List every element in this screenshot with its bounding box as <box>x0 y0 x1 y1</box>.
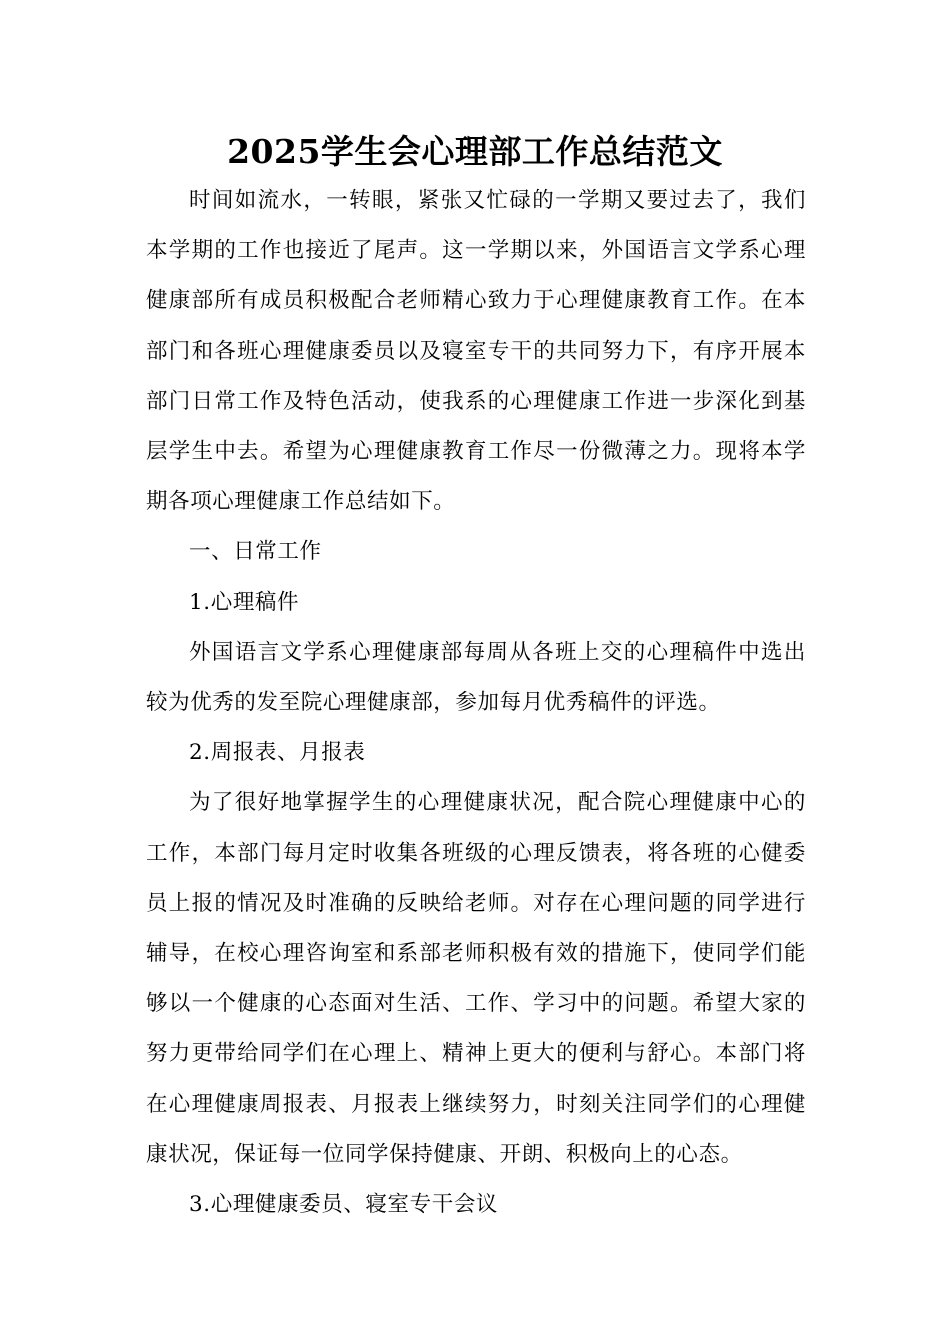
subheading-psych-articles: 1.心理稿件 <box>189 589 300 615</box>
document-body <box>146 176 806 1230</box>
paragraph-psych-articles: 外国语言文学系心理健康部每周从各班上交的心理稿件中选出较为优秀的发至院心理健康部，参加每月优秀稿件的评选。 <box>146 639 806 716</box>
document-title: 2025学生会心理部工作总结范文 <box>227 132 723 171</box>
section-heading-daily-work: 一、日常工作 <box>189 539 322 565</box>
subheading-reports: 2.周报表、月报表 <box>189 740 366 766</box>
subheading-committee-meeting: 3.心理健康委员、寝室专干会议 <box>189 1192 499 1218</box>
paragraph-reports: 为了很好地掌握学生的心理健康状况，配合院心理健康中心的工作，本部门每月定时收集各班级的心理反馈表，将各班的心健委员上报的情况及时准确的反映给老师。对存在心理问题的同学进行辅导，在校心理咨询室和系部老师积极有效的措施下，使同学们能够以一个健康的心态面对生活、工作、学习中的问题。希望大家的努力更带给同学们在心理上、精神上更大的便利与舒心。本部门将在心理健康周报表、月报表上继续努力，时刻关注同学们的心理健康状况，保证每一位同学保持健康、开朗、积极向上的心态。 <box>146 790 806 1167</box>
paragraph-intro: 时间如流水，一转眼，紧张又忙碌的一学期又要过去了，我们本学期的工作也接近了尾声。这一学期以来，外国语言文学系心理健康部所有成员积极配合老师精心致力于心理健康教育工作。在本部门和各班心理健康委员以及寝室专干的共同努力下，有序开展本部门日常工作及特色活动，使我系的心理健康工作进一步深化到基层学生中去。希望为心理健康教育工作尽一份微薄之力。现将本学期各项心理健康工作总结如下。 <box>146 188 806 515</box>
